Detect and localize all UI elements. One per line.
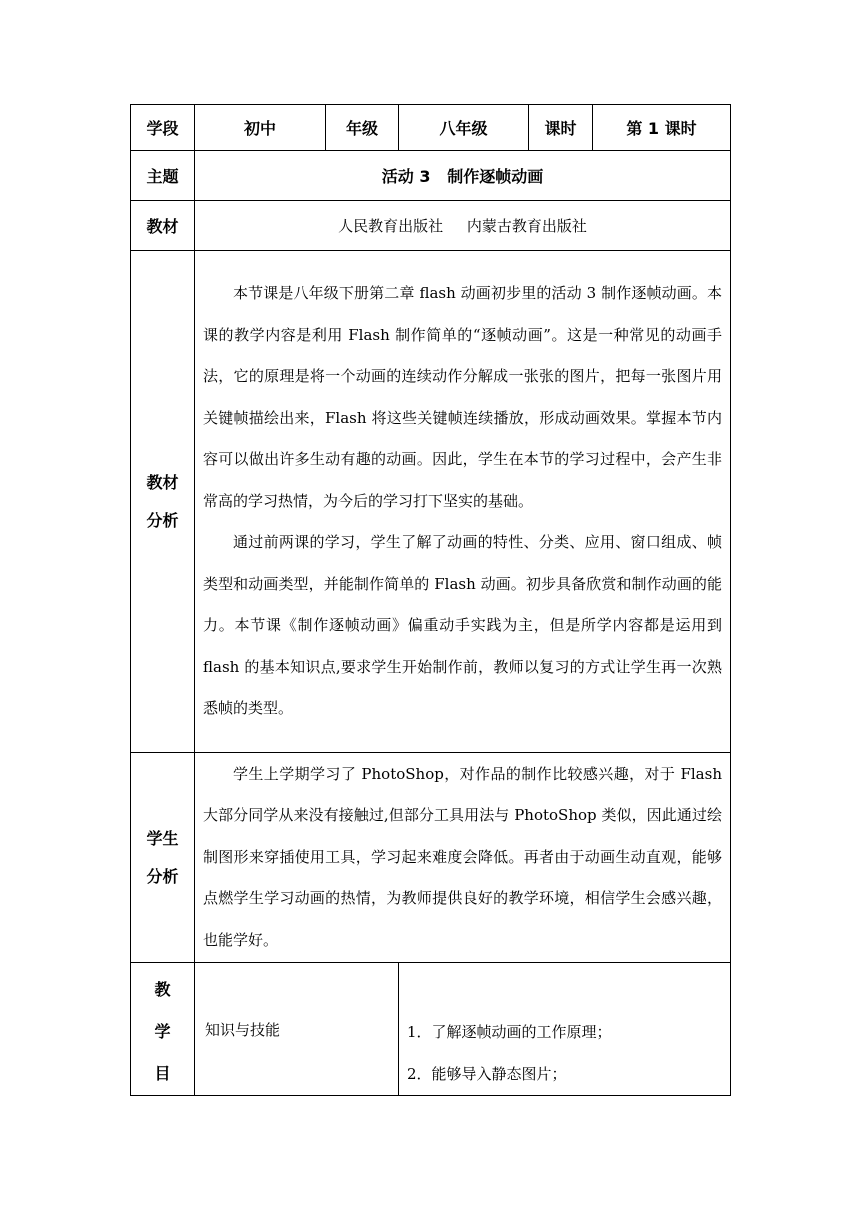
student-paragraph: 学生上学期学习了 PhotoShop，对作品的制作比较感兴趣，对于 Flash 大部分同学从来没有接触过,但部分工具用法与 PhotoShop 类似，因此通过绘制图形来穿插使用工具，学习起来难度会降低。再者由于动画生动直观，能够点燃学生学习动画的热情，为教师提供良好的教学环境，相信学生会感兴趣，也能学好。 (203, 764, 722, 949)
objectives-sublabel-cell (195, 963, 399, 1096)
label-line: 分析 (146, 866, 179, 886)
row-topic (131, 151, 731, 201)
row-basic-info (131, 105, 731, 151)
student-analysis-content (195, 753, 731, 963)
stage-value: 初中 (195, 105, 326, 151)
topic-value: 活动 3 制作逐帧动画 (195, 151, 731, 201)
textbook-value: 人民教育出版社 内蒙古教育出版社 (195, 201, 731, 251)
topic-label: 主题 (131, 151, 195, 201)
student-analysis-label (131, 753, 195, 963)
objective-item: 1．了解逐帧动画的工作原理； (407, 1023, 612, 1041)
label-line: 分析 (146, 510, 179, 530)
analysis-paragraph: 本节课是八年级下册第二章 flash 动画初步里的活动 3 制作逐帧动画。本课的教学内容是利用 Flash 制作简单的“逐帧动画”。这是一种常见的动画手法，它的原理是将一个动画的连续动作分解成一张张的图片，把每一张图片用关键帧描绘出来，Flash 将这些关键帧连续播放，形成动画效果。掌握本节内容可以做出许多生动有趣的动画。因此，学生在本节的学习过程中，会产生非常高的学习热情，为今后的学习打下坚实的基础。 (203, 284, 722, 510)
row-teaching-objectives (131, 963, 731, 1096)
textbook-analysis-label (131, 251, 195, 753)
lesson-plan-table (130, 104, 731, 1096)
stage-label: 学段 (131, 105, 195, 151)
label-line: 教材 (146, 472, 179, 492)
label-char: 学 (154, 1022, 171, 1041)
row-textbook (131, 201, 731, 251)
period-value: 第 1 课时 (593, 105, 731, 151)
grade-value: 八年级 (399, 105, 529, 151)
grade-label: 年级 (326, 105, 399, 151)
label-char: 目 (154, 1064, 171, 1083)
period-label: 课时 (529, 105, 593, 151)
textbook-analysis-content (195, 251, 731, 753)
label-line: 学生 (146, 828, 179, 848)
analysis-paragraph: 通过前两课的学习，学生了解了动画的特性、分类、应用、窗口组成、帧类型和动画类型，并能制作简单的 Flash 动画。初步具备欣赏和制作动画的能力。本节课《制作逐帧动画》偏重动手实践为主，但是所学内容都是运用到 flash 的基本知识点,要求学生开始制作前，教师以复习的方式让学生再一次熟悉帧的类型。 (203, 533, 722, 718)
objective-item: 2．能够导入静态图片； (407, 1065, 567, 1083)
objectives-sublabel: 知识与技能 (205, 1020, 281, 1039)
row-textbook-analysis (131, 251, 731, 753)
row-student-analysis (131, 753, 731, 963)
objectives-label (131, 963, 195, 1096)
label-char: 教 (154, 980, 171, 999)
objectives-items (399, 963, 731, 1096)
textbook-label: 教材 (131, 201, 195, 251)
